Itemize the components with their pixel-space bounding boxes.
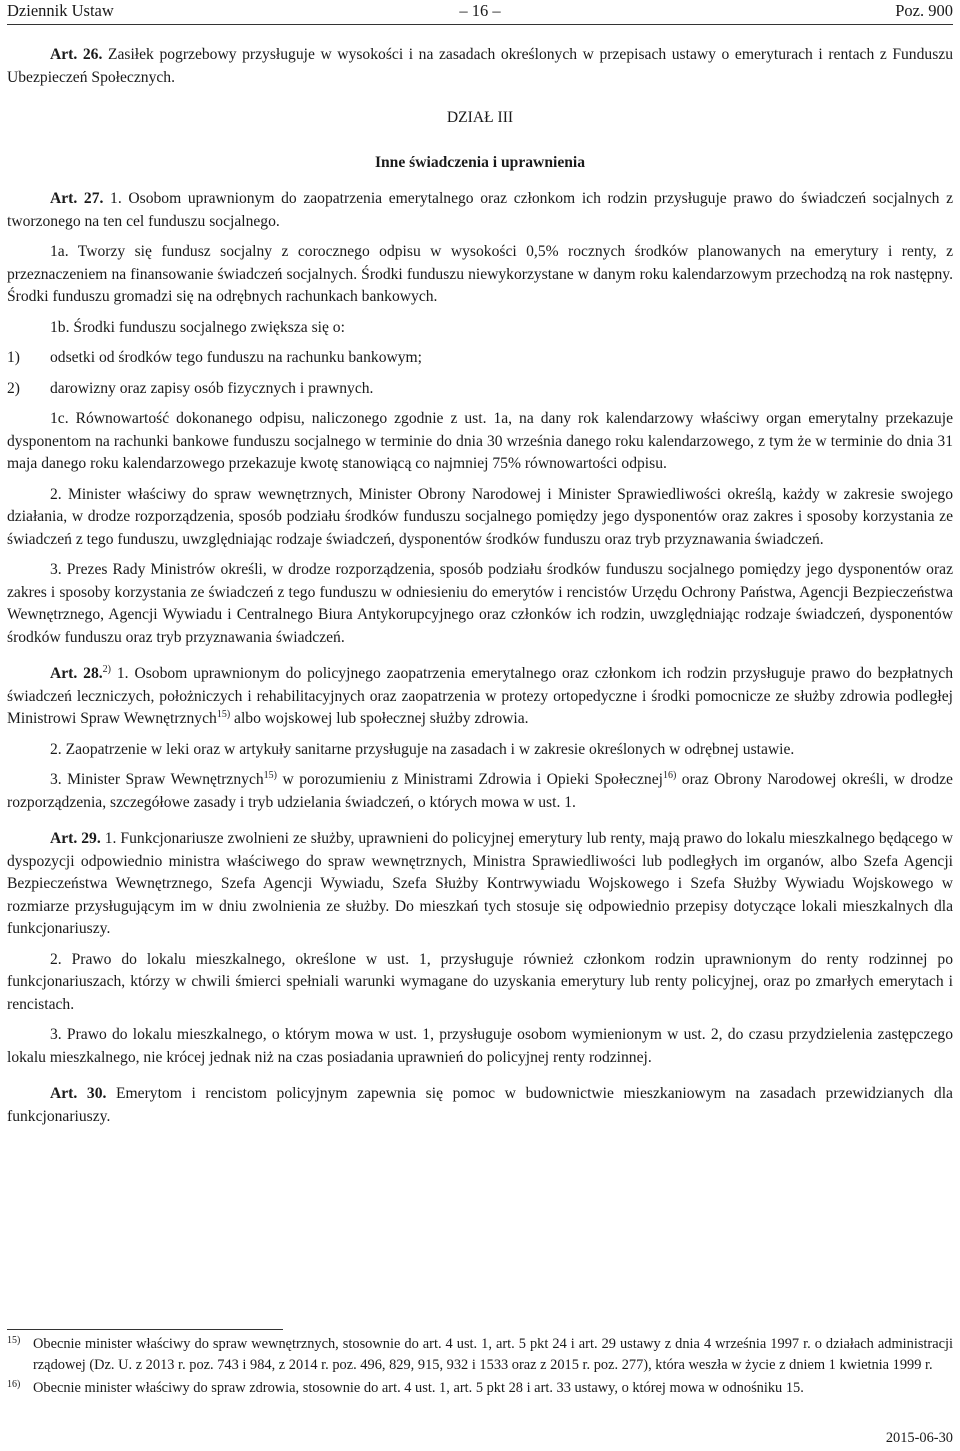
art-27-ust-2: 2. Minister właściwy do spraw wewnętrznych, Minister Obrony Narodowej i Minister Sprawiedliwości określą, każdy w zakresie swojego działania, w drodze rozporządzenia, sposób podziału środków funduszu socjalnego pomiędzy jego dysponentów oraz zakres i sposoby korzystania ze świadczeń z tego funduszu, uwzględniając rodzaje świadczeń, dysponentów środków funduszu oraz tryb przyznawania świadczeń. xyxy=(7,485,953,548)
footnote-ref-15: 15) xyxy=(216,708,231,720)
art-28-ust-3 xyxy=(7,769,953,814)
list-item-number: 1) xyxy=(7,349,20,366)
art-27-ust-1 xyxy=(7,188,953,233)
art-29-ust-1-text: 1. Funkcjonariusze zwolnieni ze służby, uprawnieni do policyjnej emerytury lub renty, mają prawo do lokalu mieszkalnego będącego w dyspozycji odpowiednio ministra właściwego do spraw wewnętrznych, Ministra Sprawiedliwości lub podległych im organów, albo Szefa Agencji Bezpieczeństwa Wewnętrznego, Szefa Agencji Wywiadu, Szefa Służby Kontrwywiadu Wojskowego i Szefa Służby Wywiadu Wojskowego w rozmiarze przysługującym im w dniu zwolnienia ze służby. Do mieszkań tych stosuje się odpowiednio przepisy dotyczące lokali mieszkalnych dla funkcjonariuszy. xyxy=(7,830,953,937)
footnote-ref-15: 15) xyxy=(263,769,278,781)
art-27-ust-3: 3. Prezes Rady Ministrów określi, w drodze rozporządzenia, sposób podziału środków funduszu socjalnego pomiędzy jego dysponentów oraz zakres i sposoby korzystania ze świadczeń z tego funduszu w odniesieniu do emerytów i rencistów Urzędu Ochrony Państwa, Agencji Bezpieczeństwa Wewnętrznego, Agencji Wywiadu i Centralnego Biura Antykorupcyjnego oraz członków ich rodzin, uwzględniając rodzaje świadczeń, dysponentów środków funduszu oraz tryb przyznawania świadczeń. xyxy=(7,561,953,646)
art-28-ust-3-text-a: 3. Minister Spraw Wewnętrznych xyxy=(50,771,264,788)
art-26 xyxy=(7,44,953,89)
footnote-rule xyxy=(7,1329,283,1330)
art-28-ust-3-text-c: oraz Obrony Narodowej określi, w drodze rozporządzenia, szczegółowe zasady i tryb udzielania świadczeń, o których mowa w ust. 1. xyxy=(7,771,953,811)
list-item xyxy=(7,347,953,370)
list-item-text: odsetki od środków tego funduszu na rachunku bankowym; xyxy=(50,349,423,366)
art-27-ust-1a: 1a. Tworzy się fundusz socjalny z corocznego odpisu w wysokości 0,5% rocznych środków planowanych na emerytury i renty, z przeznaczeniem na finansowanie świadczeń socjalnych. Środki funduszu niewykorzystane w danym roku kalendarzowym przechodzą na rok następny. Środki funduszu gromadzi się na odrębnych rachunkach bankowych. xyxy=(7,243,953,305)
footnote-number: 15) xyxy=(7,1335,21,1346)
footnote-text: Obecnie minister właściwy do spraw wewnętrznych, stosownie do art. 4 ust. 1, art. 5 pkt 24 i art. 29 ustawy z dnia 4 września 1997 r. o działach administracji rządowej (Dz. U. z 2013 r. poz. 743 i 984, z 2014 r. poz. 496, 829, 915, 932 i 1533 oraz z 2015 r. poz. 277), która weszła w życie z dniem 1 kwietnia 1999 r. xyxy=(33,1336,953,1373)
page-header xyxy=(7,0,953,22)
art-29-ust-1 xyxy=(7,828,953,941)
art-27-lead: Art. 27. xyxy=(50,190,104,207)
footnote-number: 16) xyxy=(7,1379,21,1390)
art-28-ust-2: 2. Zaopatrzenie w leki oraz w artykuły sanitarne przysługuje na zasadach i w zakresie określonych w odrębnej ustawie. xyxy=(50,740,795,758)
art-26-lead: Art. 26. xyxy=(50,46,103,63)
document-body xyxy=(7,44,953,1128)
section-heading: DZIAŁ III xyxy=(446,109,514,126)
footnote-text: Obecnie minister właściwy do spraw zdrowia, stosownie do art. 4 ust. 1, art. 5 pkt 28 i art. 33 ustawy, o której mowa w odnośniku 15. xyxy=(33,1380,804,1396)
art-29-lead: Art. 29. xyxy=(50,830,101,847)
art-27-ust-1-text: 1. Osobom uprawnionym do zaopatrzenia emerytalnego oraz członkom ich rodzin przysługuje prawo do świadczeń socjalnych z tworzonego na ten cel funduszu socjalnego. xyxy=(7,190,953,230)
art-27-ust-1b: 1b. Środki funduszu socjalnego zwiększa się o: xyxy=(50,318,345,336)
list-item-number: 2) xyxy=(7,379,20,397)
art-29-ust-2: 2. Prawo do lokalu mieszkalnego, określone w ust. 1, przysługuje również członkom rodzin uprawnionym do renty rodzinnej po funkcjonariuszach, którzy w chwili śmierci spełniali warunki wymagane do uzyskania emerytury lub renty policyjnej, oraz po zmarłych emerytach i rencistach. xyxy=(7,950,953,1013)
list-item-text: darowizny oraz zapisy osób fizycznych i prawnych. xyxy=(50,379,374,397)
art-28-ust-1 xyxy=(7,663,953,731)
footnotes xyxy=(7,1334,953,1399)
art-28-ust-1-text-b: albo wojskowej lub społecznej służby zdrowia. xyxy=(230,710,529,727)
list-item xyxy=(7,378,953,401)
footnote xyxy=(7,1378,953,1399)
position-number: Poz. 900 xyxy=(895,1,953,20)
footnote xyxy=(7,1334,953,1376)
page-number: – 16 – xyxy=(459,1,501,20)
art-26-text: Zasiłek pogrzebowy przysługuje w wysokości i na zasadach określonych w przepisach ustawy o emeryturach i rentach z Funduszu Ubezpieczeń Społecznych. xyxy=(7,46,953,86)
art-28-footnote-ref: 2) xyxy=(102,663,111,675)
journal-name: Dziennik Ustaw xyxy=(7,1,114,20)
art-28-lead: Art. 28. xyxy=(50,665,103,682)
header-rule xyxy=(7,24,953,25)
section-title: Inne świadczenia i uprawnienia xyxy=(374,153,586,171)
footnote-ref-16: 16) xyxy=(662,769,677,781)
art-27-ust-1c: 1c. Równowartość dokonanego odpisu, naliczonego zgodnie z ust. 1a, na dany rok kalendarzowy właściwy organ emerytalny przekazuje dysponentom na rachunki bankowe funduszu socjalnego w terminie do dnia 30 września danego roku kalendarzowego, z tym że w terminie do dnia 31 maja danego roku kalendarzowego przekazuje kwotę stanowiącą co najmniej 75% równowartości odpisu. xyxy=(7,410,953,472)
art-28-ust-1-text-a: 1. Osobom uprawnionym do policyjnego zaopatrzenia emerytalnego oraz członkom ich rodzin przysługuje prawo do bezpłatnych świadczeń leczniczych, położniczych i rehabilitacyjnych oraz zaopatrzenia w protezy ortopedyczne i środki pomocnicze ze służby zdrowia podległej Ministrowi Spraw Wewnętrznych xyxy=(7,665,954,727)
art-30 xyxy=(7,1083,953,1128)
art-30-lead: Art. 30. xyxy=(50,1085,107,1102)
publication-date: 2015-06-30 xyxy=(885,1430,953,1446)
art-28-ust-3-text-b: w porozumieniu z Ministrami Zdrowia i Opieki Społecznej xyxy=(277,771,663,788)
art-29-ust-3: 3. Prawo do lokalu mieszkalnego, o którym mowa w ust. 1, przysługuje osobom wymienionym w ust. 2, do czasu przydzielenia zastępczego lokalu mieszkalnego, nie krócej jednak niż na czas posiadania uprawnień do policyjnej renty rodzinnej. xyxy=(7,1026,953,1066)
art-30-text: Emerytom i rencistom policyjnym zapewnia się pomoc w budownictwie mieszkaniowym na zasadach przewidzianych dla funkcjonariuszy. xyxy=(7,1085,953,1125)
